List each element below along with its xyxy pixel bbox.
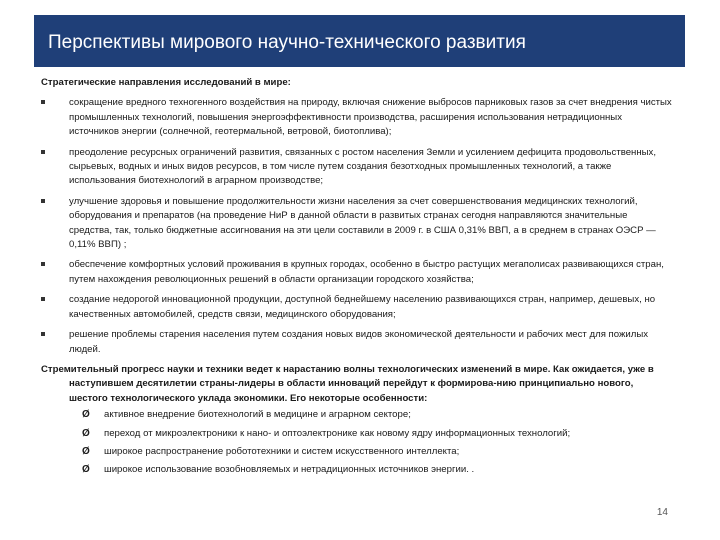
- list-item-text: активное внедрение биотехнологий в медицине и аграрном секторе;: [104, 409, 411, 421]
- list-item: [82, 445, 673, 459]
- list-item-text: создание недорогой инновационной продукции, доступной беднейшему населению развивающихся стран, например, дешевых, но качественных автомобилей, средств связи, медицинского оборудования;: [69, 294, 656, 320]
- list-item-text: обеспечение комфортных условий проживания в крупных городах, особенно в быстро растущих мегаполисах развивающихся стран, путем нахождения революционных решений в области организации городского хозяйства;: [69, 259, 664, 285]
- list-item: [41, 146, 673, 189]
- bullet-icon: [41, 332, 45, 336]
- bullet-icon: [41, 262, 45, 266]
- bullet-icon: [41, 100, 45, 104]
- list-item: [82, 463, 673, 477]
- list-item: [82, 427, 673, 441]
- arrow-bullet-icon: Ø: [82, 409, 90, 421]
- list-item: [41, 258, 673, 287]
- bullet-icon: [41, 150, 45, 154]
- direction-list: [41, 96, 673, 357]
- list-item: [41, 328, 673, 357]
- slide-title-text: Перспективы мирового научно-технического развития: [48, 32, 526, 53]
- list-item-text: преодоление ресурсных ограничений развития, связанных с ростом населения Земли и усилением дефицита продовольственных, сырьевых, водных и иных видов ресурсов, в том числе путем создания безотходных промышленных технологий, а также использования биотехнологий в аграрном производстве;: [69, 146, 657, 187]
- section-heading: Стратегические направления исследований в мире:: [41, 77, 291, 88]
- slide-title: [34, 15, 685, 67]
- arrow-bullet-icon: Ø: [82, 445, 90, 457]
- bullet-icon: [41, 297, 45, 301]
- list-item-text: сокращение вредного техногенного воздействия на природу, включая снижение выбросов парниковых газов за счет внедрения чистых промышленных технологий, повышения энергоэффективности производства, расширения использования нетрадиционных источников энергии (солнечной, геотермальной, ветровой, биотоплива);: [69, 97, 672, 138]
- list-item-text: переход от микроэлектроники к нано- и оптоэлектронике как новому ядру информационных технологий;: [104, 427, 571, 439]
- list-item: [41, 195, 673, 253]
- list-item-text: улучшение здоровья и повышение продолжительности жизни населения за счет совершенствования медицинских технологий, оборудования и препаратов (на проведение НиР в данной области в развитых странах сегодня направляются значительные средства, так, только бюджетные ассигнования на эти цели составили в 2009 г. в США 0,31% ВВП, а в среднем в странах ОЭСР — 0,11% ВВП) ;: [69, 195, 656, 251]
- summary-paragraph: Стремительный прогресс науки и техники ведет к нарастанию волны технологических изменений в мире. Как ожидается, уже в наступившем десятилетии страны-лидеры в области инноваций перейдут к формирова-нию принципиально нового, шестого технологического уклада экономики. Его некоторые особенности:: [41, 363, 654, 404]
- features-list: [41, 408, 673, 478]
- slide-content: [41, 76, 673, 482]
- arrow-bullet-icon: Ø: [82, 427, 90, 439]
- list-item-text: широкое распространение робототехники и систем искусственного интеллекта;: [104, 445, 460, 457]
- page-number: 14: [656, 507, 668, 518]
- list-item: [82, 408, 673, 422]
- list-item: [41, 96, 673, 139]
- list-item-text: широкое использование возобновляемых и нетрадиционных источников энергии. .: [104, 464, 475, 476]
- arrow-bullet-icon: Ø: [82, 464, 90, 476]
- list-item: [41, 293, 673, 322]
- list-item-text: решение проблемы старения населения путем создания новых видов экономической деятельности и рабочих мест для пожилых людей.: [69, 329, 649, 355]
- bullet-icon: [41, 199, 45, 203]
